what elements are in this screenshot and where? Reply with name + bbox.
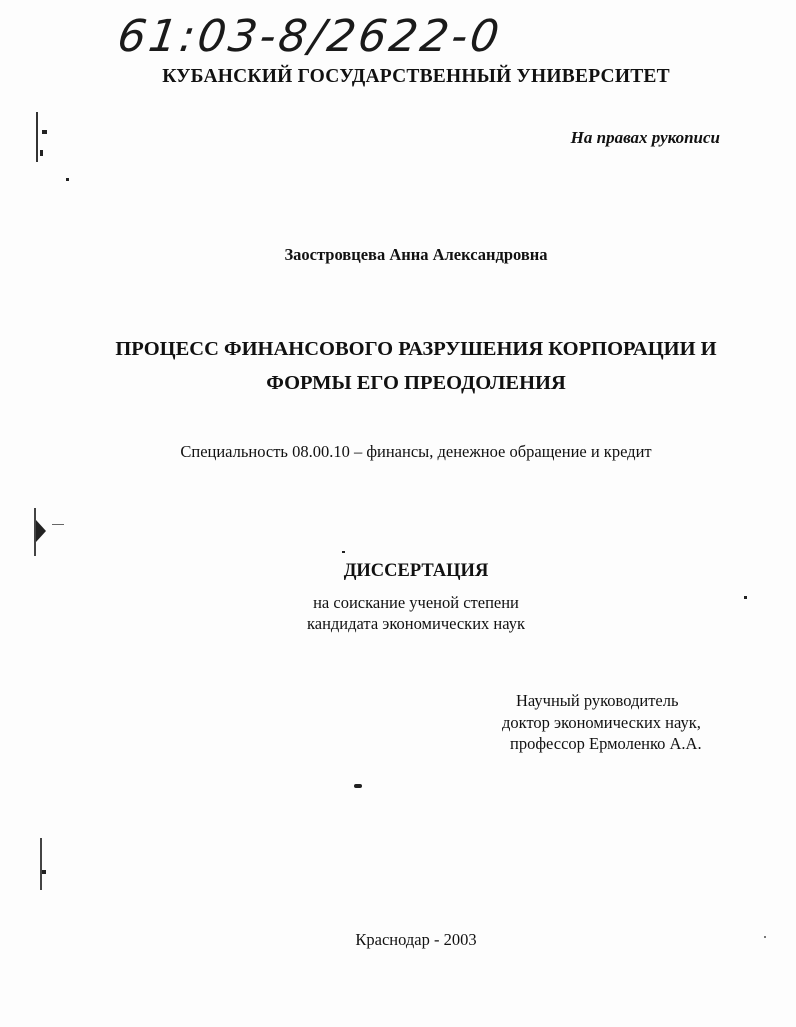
degree-line-2: кандидата экономических наук: [306, 614, 525, 633]
supervisor-name: профессор Ермоленко А.А.: [510, 734, 702, 753]
manuscript-rights-note: На правах рукописи: [570, 128, 720, 147]
title-line-2: ФОРМЫ ЕГО ПРЕОДОЛЕНИЯ: [266, 372, 566, 394]
speciality-line: Специальность 08.00.10 – финансы, денежное обращение и кредит: [180, 442, 652, 461]
university-name: КУБАНСКИЙ ГОСУДАРСТВЕННЫЙ УНИВЕРСИТЕТ: [162, 66, 670, 87]
supervisor-block: [498, 690, 702, 755]
city-year: Краснодар - 2003: [355, 930, 477, 949]
author-name: Заостровцева Анна Александровна: [284, 245, 548, 264]
degree-line-1: на соискание ученой степени: [313, 593, 519, 612]
document-type: ДИССЕРТАЦИЯ: [343, 561, 489, 581]
archive-code-handwritten: 61:03-8/2622-0: [114, 11, 505, 62]
degree-sought: [18, 592, 796, 634]
title-line-1: ПРОЦЕСС ФИНАНСОВОГО РАЗРУШЕНИЯ КОРПОРАЦИИ И: [115, 338, 717, 360]
dissertation-title: [18, 332, 796, 400]
supervisor-label: Научный руководитель: [516, 691, 679, 710]
supervisor-degree: доктор экономических наук,: [502, 712, 701, 732]
